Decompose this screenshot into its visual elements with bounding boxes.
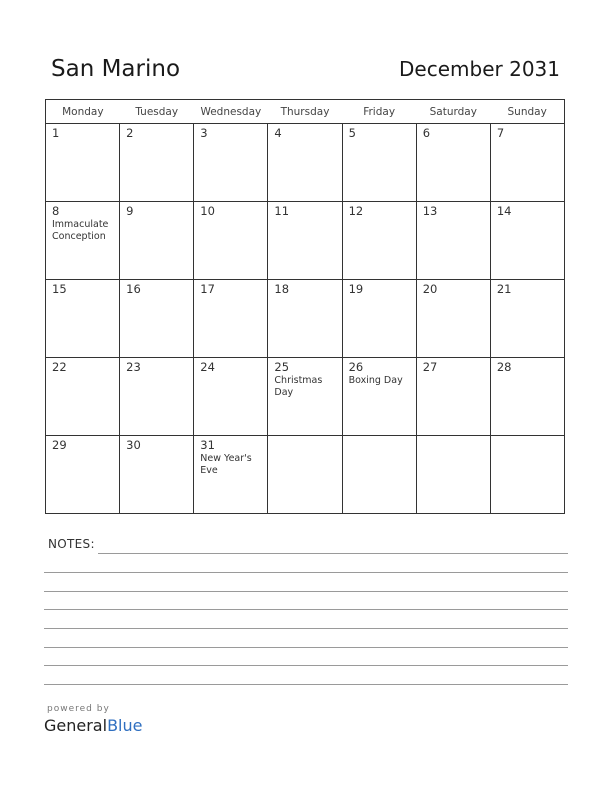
holiday-label [274, 296, 341, 297]
note-line [44, 628, 568, 629]
day-cell [194, 124, 268, 202]
day-number: 4 [274, 126, 282, 140]
holiday-label [52, 374, 119, 375]
day-number: 20 [422, 282, 438, 296]
day-cell [490, 358, 564, 436]
day-cell [194, 202, 268, 280]
day-number: 14 [496, 204, 512, 218]
day-cell [120, 358, 194, 436]
day-number: 30 [126, 438, 141, 452]
day-number: 10 [200, 204, 215, 218]
note-line [44, 647, 568, 648]
day-number: 7 [496, 126, 505, 140]
day-number: 23 [126, 360, 141, 374]
day-number: 15 [52, 282, 67, 296]
brand-blue-text: Blue [107, 716, 143, 735]
day-cell [490, 124, 564, 202]
holiday-label [126, 452, 193, 453]
calendar-grid [45, 99, 565, 514]
holiday-label [423, 438, 490, 439]
day-number: 11 [274, 204, 290, 218]
day-cell [194, 436, 268, 514]
day-cell [120, 280, 194, 358]
day-number: 17 [200, 282, 215, 296]
day-cell [194, 280, 268, 358]
day-number: 28 [496, 360, 512, 374]
day-number: 3 [200, 126, 208, 140]
holiday-label [52, 296, 119, 297]
note-line [44, 572, 568, 573]
day-number: 16 [126, 282, 141, 296]
holiday-label: Boxing Day [348, 375, 403, 386]
day-cell [342, 202, 416, 280]
day-number: 29 [52, 438, 67, 452]
day-cell-empty [268, 436, 342, 514]
holiday-label [274, 438, 341, 439]
powered-by-text: powered by [47, 704, 110, 714]
note-line [44, 591, 568, 592]
day-cell [46, 124, 120, 202]
holiday-label [497, 438, 564, 439]
notes-label: NOTES: [48, 537, 95, 551]
generalblue-logo [44, 716, 142, 736]
day-cell [416, 202, 490, 280]
holiday-label [423, 140, 490, 141]
note-line [98, 553, 568, 554]
week-row-3 [46, 280, 565, 358]
holiday-label [126, 140, 193, 141]
holiday-label [200, 374, 267, 375]
holiday-label: Immaculate Conception [52, 219, 109, 242]
holiday-label: Christmas Day [274, 375, 323, 398]
day-cell [416, 358, 490, 436]
day-cell [490, 280, 564, 358]
day-number: 19 [348, 282, 364, 296]
day-cell [194, 358, 268, 436]
holiday-label [200, 218, 267, 219]
holiday-label [274, 140, 341, 141]
holiday-label [349, 140, 416, 141]
holiday-label [52, 452, 119, 453]
weekday-sunday: Sunday [490, 100, 564, 124]
holiday-label [200, 296, 267, 297]
day-number: 18 [274, 282, 290, 296]
day-cell-empty [416, 436, 490, 514]
holiday-label [497, 374, 564, 375]
day-cell [46, 358, 120, 436]
day-cell [416, 124, 490, 202]
weekday-monday: Monday [46, 100, 120, 124]
day-cell [268, 124, 342, 202]
day-cell [342, 124, 416, 202]
day-cell-empty [342, 436, 416, 514]
holiday-label [423, 374, 490, 375]
day-cell [268, 202, 342, 280]
holiday-label [126, 296, 193, 297]
day-number: 24 [200, 360, 215, 374]
day-cell [46, 436, 120, 514]
day-cell [416, 280, 490, 358]
day-number: 22 [52, 360, 67, 374]
day-number: 5 [348, 126, 356, 140]
holiday-label [497, 140, 564, 141]
week-row-4 [46, 358, 565, 436]
holiday-label [349, 218, 416, 219]
weekday-wednesday: Wednesday [194, 100, 268, 124]
weekday-saturday: Saturday [416, 100, 490, 124]
week-row-5 [46, 436, 565, 514]
day-cell [268, 280, 342, 358]
day-cell [120, 436, 194, 514]
day-number: 13 [422, 204, 438, 218]
day-cell [342, 280, 416, 358]
week-row-2 [46, 202, 565, 280]
note-line [44, 609, 568, 610]
day-cell [268, 358, 342, 436]
day-cell [490, 202, 564, 280]
holiday-label [423, 218, 490, 219]
holiday-label [126, 218, 193, 219]
note-line [44, 684, 568, 685]
holiday-label [349, 438, 416, 439]
day-cell [46, 202, 120, 280]
day-cell [120, 124, 194, 202]
day-number: 8 [52, 204, 60, 218]
day-number: 31 [200, 438, 215, 452]
day-cell [342, 358, 416, 436]
holiday-label: New Year's Eve [200, 453, 252, 476]
brand-general-text: General [44, 716, 108, 735]
country-title: San Marino [51, 56, 181, 82]
weekday-header-row [46, 100, 565, 124]
week-row-1 [46, 124, 565, 202]
weekday-friday: Friday [342, 100, 416, 124]
holiday-label [423, 296, 490, 297]
holiday-label [274, 218, 341, 219]
day-number: 9 [126, 204, 134, 218]
day-number: 21 [496, 282, 512, 296]
day-cell-empty [490, 436, 564, 514]
weekday-tuesday: Tuesday [120, 100, 194, 124]
day-cell [46, 280, 120, 358]
day-number: 1 [52, 126, 60, 140]
month-year-title: December 2031 [399, 57, 560, 81]
day-number: 12 [348, 204, 364, 218]
day-number: 26 [348, 360, 364, 374]
weekday-thursday: Thursday [268, 100, 342, 124]
holiday-label [126, 374, 193, 375]
holiday-label [200, 140, 267, 141]
holiday-label [497, 218, 564, 219]
day-number: 27 [422, 360, 438, 374]
note-line [44, 665, 568, 666]
holiday-label [497, 296, 564, 297]
day-number: 2 [126, 126, 134, 140]
day-cell [120, 202, 194, 280]
holiday-label [349, 296, 416, 297]
holiday-label [52, 140, 119, 141]
day-number: 6 [422, 126, 431, 140]
day-number: 25 [274, 360, 290, 374]
